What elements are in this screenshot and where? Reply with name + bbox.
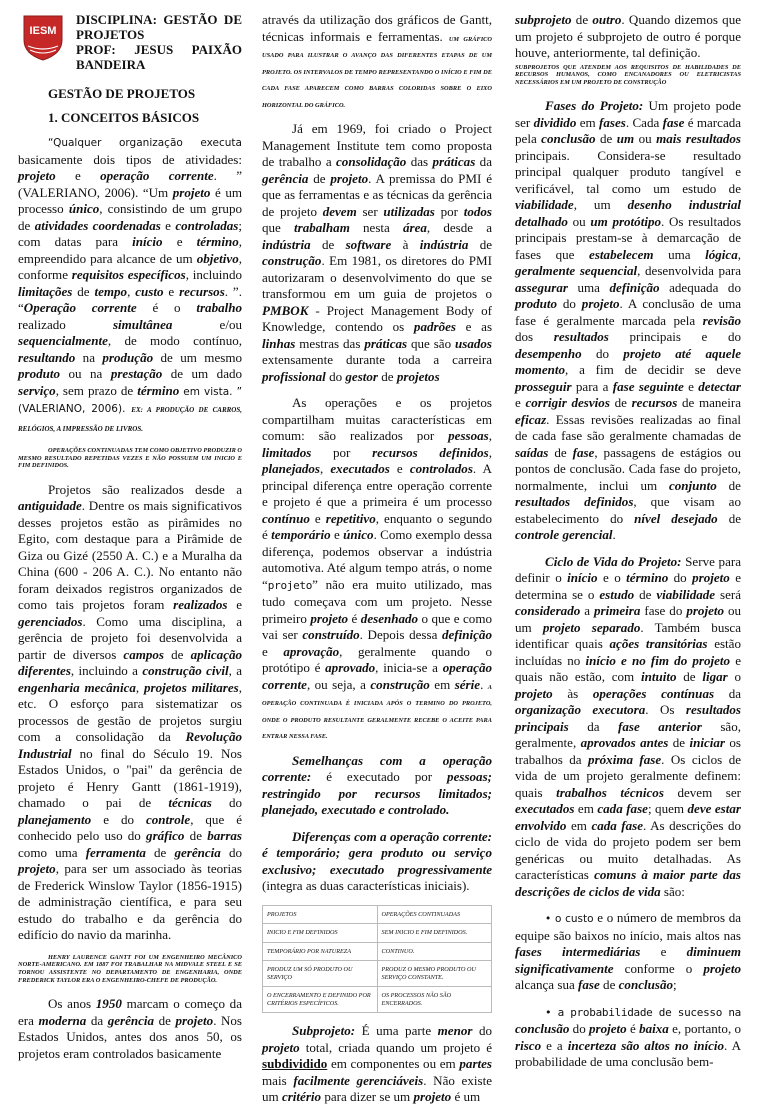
- paragraph-subproject: Subprojeto: É uma parte menor do projeto total, criada quando um projeto é subdividido em componentes ou em partes mais facilmente gerenciáveis. Não existe um critério para dizer se um projeto é um: [262, 1023, 493, 1104]
- table-cell: PROJETOS: [263, 905, 378, 924]
- paragraph-definitions: “Qualquer organização executa basicamente dois tipos de atividades: projeto e operação corrente. ” (VALERIANO, 2006). “Um projeto é um processo único, consistindo de um grupo de atividades coordenadas e controladas; com datas para início e término, empreendido para alcance de um objetivo, conforme requisitos específicos, incluindo limitações de tempo, custo e recursos. ”. “Operação corrente é o trabalho realizado simultânea e/ou sequencialmente, de modo contínuo, resultando na produção de um mesmo produto ou na prestação de um dado serviço, sem prazo de término em vista. ” (VALERIANO, 2006). EX: A PRODUÇÃO DE CARROS, RELÓGIOS, A IMPRESSÃO DE LIVROS.: [18, 137, 243, 433]
- table-row: [263, 961, 492, 987]
- column-2: [262, 12, 493, 1104]
- column-1: [18, 12, 243, 1061]
- paragraph-pmi: Já em 1969, foi criado o Project Management Institute tem como proposta de trabalho a consolidação das práticas da gerência de projeto. A premissa do PMI é que as ferramentas e as técnicas da gerência de projeto devem ser utilizadas por todos que trabalham nesta área, desde a indústria de software à indústria de construção. Em 1981, os diretores do PMI autorizaram o desenvolvimento do que se transformou em um guia de projetos o PMBOK - Project Management Body of Knowledge, contendo os padrões e as linhas mestras das práticas que são usados extensamente durante toda a carreira profissional do gestor de projetos: [262, 121, 493, 384]
- doc-title: GESTÃO DE PROJETOS: [48, 86, 196, 101]
- section-heading: 1. CONCEITOS BÁSICOS: [48, 110, 200, 125]
- table-cell: CONTINUO.: [377, 942, 492, 961]
- note-henry-gantt: HENRY LAURENCE GANTT FOI UM ENGENHEIRO MECÂNICO NORTE-AMERICANO. EM 1887 FOI TRABALHAR NA MIDVALE STEEL E SE TORNOU ASSISTENTE NO DEPARTAMENTO DE ENGENHARIA, ONDE FREDERICK TAYLOR ERA O ENGENHEIRO-CHEFE DE PRODUÇÃO.: [18, 953, 242, 984]
- table-cell: PRODUZ UM SÓ PRODUTO OU SERVIÇO: [263, 961, 378, 987]
- table-cell: OS PROCESSOS NÃO SÃO ENCERRADOS.: [377, 987, 492, 1013]
- paragraph-subproject-cont: subprojeto de outro. Quando dizemos que um projeto é subprojeto de outro é porque houve, anteriormente, tal definição. SUBPROJETOS QUE ATENDEM AOS REQUISITOS DE HABILIDADES DE RECURSOS HUMANOS, COMO ENCANADORES OU ELETRICISTAS NECESSÁRIOS EM UM PROJETO DE CONSTRUÇÃO: [515, 12, 742, 86]
- table-row: [263, 987, 492, 1013]
- paragraph-similarities: Semelhanças com a operação corrente: é executado por pessoas; restringido por recursos limitados; planejado, executado e controlado.: [262, 752, 492, 817]
- discipline-line: DISCIPLINA: GESTÃO DE PROJETOS: [76, 12, 242, 42]
- paragraph-life-cycle: Ciclo de Vida do Projeto: Serve para definir o início e o término do projeto e determina se o estudo de viabilidade será considerado a primeira fase do projeto ou um projeto separado. Também busca identificar quais ações transitórias estão incluídas no início e no fim do projeto e quais não estão, com intuito de ligar o projeto às operações contínuas da organização executora. Os resultados principais da fase anterior são, geralmente, aprovados antes de iniciar os trabalhos da próxima fase. Os ciclos de vida de um projeto geralmente definem: quais trabalhos técnicos devem ser executados em cada fase; quem deve estar envolvido em cada fase. As descrições do ciclo de vida do projeto podem ser bem genéricas ou muito detalhadas. As características comuns à maior parte das descrições de ciclos de vida são:: [515, 553, 742, 899]
- iesm-logo: [18, 12, 68, 62]
- table-cell: SEM INICIO E FIM DEFINIDOS.: [377, 924, 492, 943]
- list-item: • o custo e o número de membros da equipe são baixos no início, mais altos nas fases intermediárias e diminuem significativamente conforme o projeto alcança sua fase de conclusão;: [515, 910, 742, 993]
- table-cell: O ENCERRAMENTO E DEFINIDO POR CRITÉRIOS ESPECÍFICOS.: [263, 987, 378, 1013]
- comparison-table: [262, 905, 492, 1014]
- table-cell: PRODUZ O MESMO PRODUTO OU SERVIÇO CONSTANTE.: [377, 961, 492, 987]
- paragraph-differences: Diferenças com a operação corrente: é temporário; gera produto ou serviço exclusivo; executado progressivamente (integra as duas características iniciais).: [262, 828, 492, 893]
- table-cell: OPERAÇÕES CONTINUADAS: [377, 905, 492, 924]
- paragraph-gantt: através da utilização dos gráficos de Gantt, técnicas informais e ferramentas. UM GRÁFICO USADO PARA ILUSTRAR O AVANÇO DAS DIFERENTES ETAPAS DE UM PROJETO. OS INTERVALOS DE TEMPO REPRESENTANDO O INÍCIO E FIM DE CADA FASE APARECEM COMO BARRAS COLORIDAS SOBRE O EIXO HORIZONTAL DO GRÁFICO.: [262, 12, 492, 109]
- paragraph-history: Projetos são realizados desde a antiguidade. Dentre os mais significativos desses projetos estão as pirâmides no Egito, com destaque para a Pirâmide de Giza ou Gizé (2550 A. C.) e a Muralha da China (600 - 206 A. C.). No entanto não foram deixados registros organizados de como tais projetos foram realizados e gerenciados. Como uma disciplina, a gerência de projeto foi desenvolvida a partir de diversos campos de aplicação diferentes, incluindo a construção civil, a engenharia mecânica, projetos militares, etc. O esforço para sistematizar os processos de gestão de projetos surgiu com a consolidação da Revolução Industrial no final do Século 19. Nos Estados Unidos, o "pai" da gerência de projeto é Henry Gantt (1861-1919), chamado o pai de técnicas do planejamento e do controle, que é conhecido pelo uso do gráfico de barras como uma ferramenta de gerência do projeto, para ser um associado às teorias de Frederick Winslow Taylor (1856-1915) de administração científica, e para seu estudo do trabalho e da gerência do edifício do navio da marinha.: [18, 481, 243, 943]
- table-row: [263, 905, 492, 924]
- table-row: [263, 942, 492, 961]
- table-row: [263, 924, 492, 943]
- table-cell: INICIO E FIM DEFINIDOS: [263, 924, 378, 943]
- professor-line: PROF: JESUS PAIXÃO BANDEIRA: [76, 42, 242, 72]
- list-item: • a probabilidade de sucesso na conclusão do projeto é baixa e, portanto, o risco e a incerteza são altos no início. A probabilidade de uma conclusão bem-: [515, 1005, 742, 1070]
- note-continuous-operations: OPERAÇÕES CONTINUADAS TEM COMO OBJETIVO PRODUZIR O MESMO RESULTADO REPETIDAS VEZES E NÃO POSSUEM UM INICIO E FIM DEFINIDOS.: [18, 447, 242, 470]
- paragraph-project-phases: Fases do Projeto: Um projeto pode ser dividido em fases. Cada fase é marcada pela conclusão de um ou mais resultados principais. Considera-se resultado principal qualquer produto tangível e verificável, tal como um estudo de viabilidade, um desenho industrial detalhado ou um protótipo. Os resultados principais prestam-se à demarcação de fases que estabelecem uma lógica, geralmente sequencial, desenvolvida para assegurar uma definição adequada do produto do projeto. A conclusão de uma fase é geralmente marcada pela revisão dos resultados principais e do desempenho do projeto até aquele momento, a fim de decidir se deve prosseguir para a fase seguinte e detectar e corrigir desvios de recursos de maneira eficaz. Essas revisões realizadas ao final de cada fase são geralmente chamadas de saídas de fase, passagens de estágios ou pontos de conclusão. Cada fase do projeto, normalmente, inclui um conjunto de resultados definidos, que visam ao estabelecimento do nível desejado de controle gerencial.: [515, 98, 742, 543]
- logo-text: IESM: [29, 25, 57, 37]
- document-header: [18, 12, 242, 72]
- column-3: [515, 12, 742, 1070]
- table-cell: TEMPORÁRIO POR NATUREZA: [263, 942, 378, 961]
- paragraph-1950s: Os anos 1950 marcam o começo da era moderna da gerência de projeto. Nos Estados Unidos, antes dos anos 50, os projetos eram controlados basicamente: [18, 996, 243, 1061]
- paragraph-operations-vs-projects: As operações e os projetos compartilham muitas características em comum: são realizados por pessoas, limitados por recursos definidos, planejados, executados e controlados. A principal diferença entre operação corrente e projeto é que a primeira é um processo contínuo e repetitivo, enquanto o segundo é temporário e único. Como exemplo dessa diferença, podemos observar a indústria automotiva. Até algum tempo atrás, o nome “projeto” não era muito utilizado, mas tudo começava com um projeto. Nesse primeiro projeto é desenhado o que e como vai ser construído. Depois dessa definição e aprovação, geralmente quando o protótipo é aprovado, inicia-se a operação corrente, ou seja, a construção em série. A OPERAÇÃO CONTINUADA É INICIADA APÓS O TERMINO DO PROJETO, ONDE O PRODUTO RESULTANTE GERALMENTE RECEBE O ACEITE PARA ENTRAR NESSA FASE.: [262, 395, 493, 740]
